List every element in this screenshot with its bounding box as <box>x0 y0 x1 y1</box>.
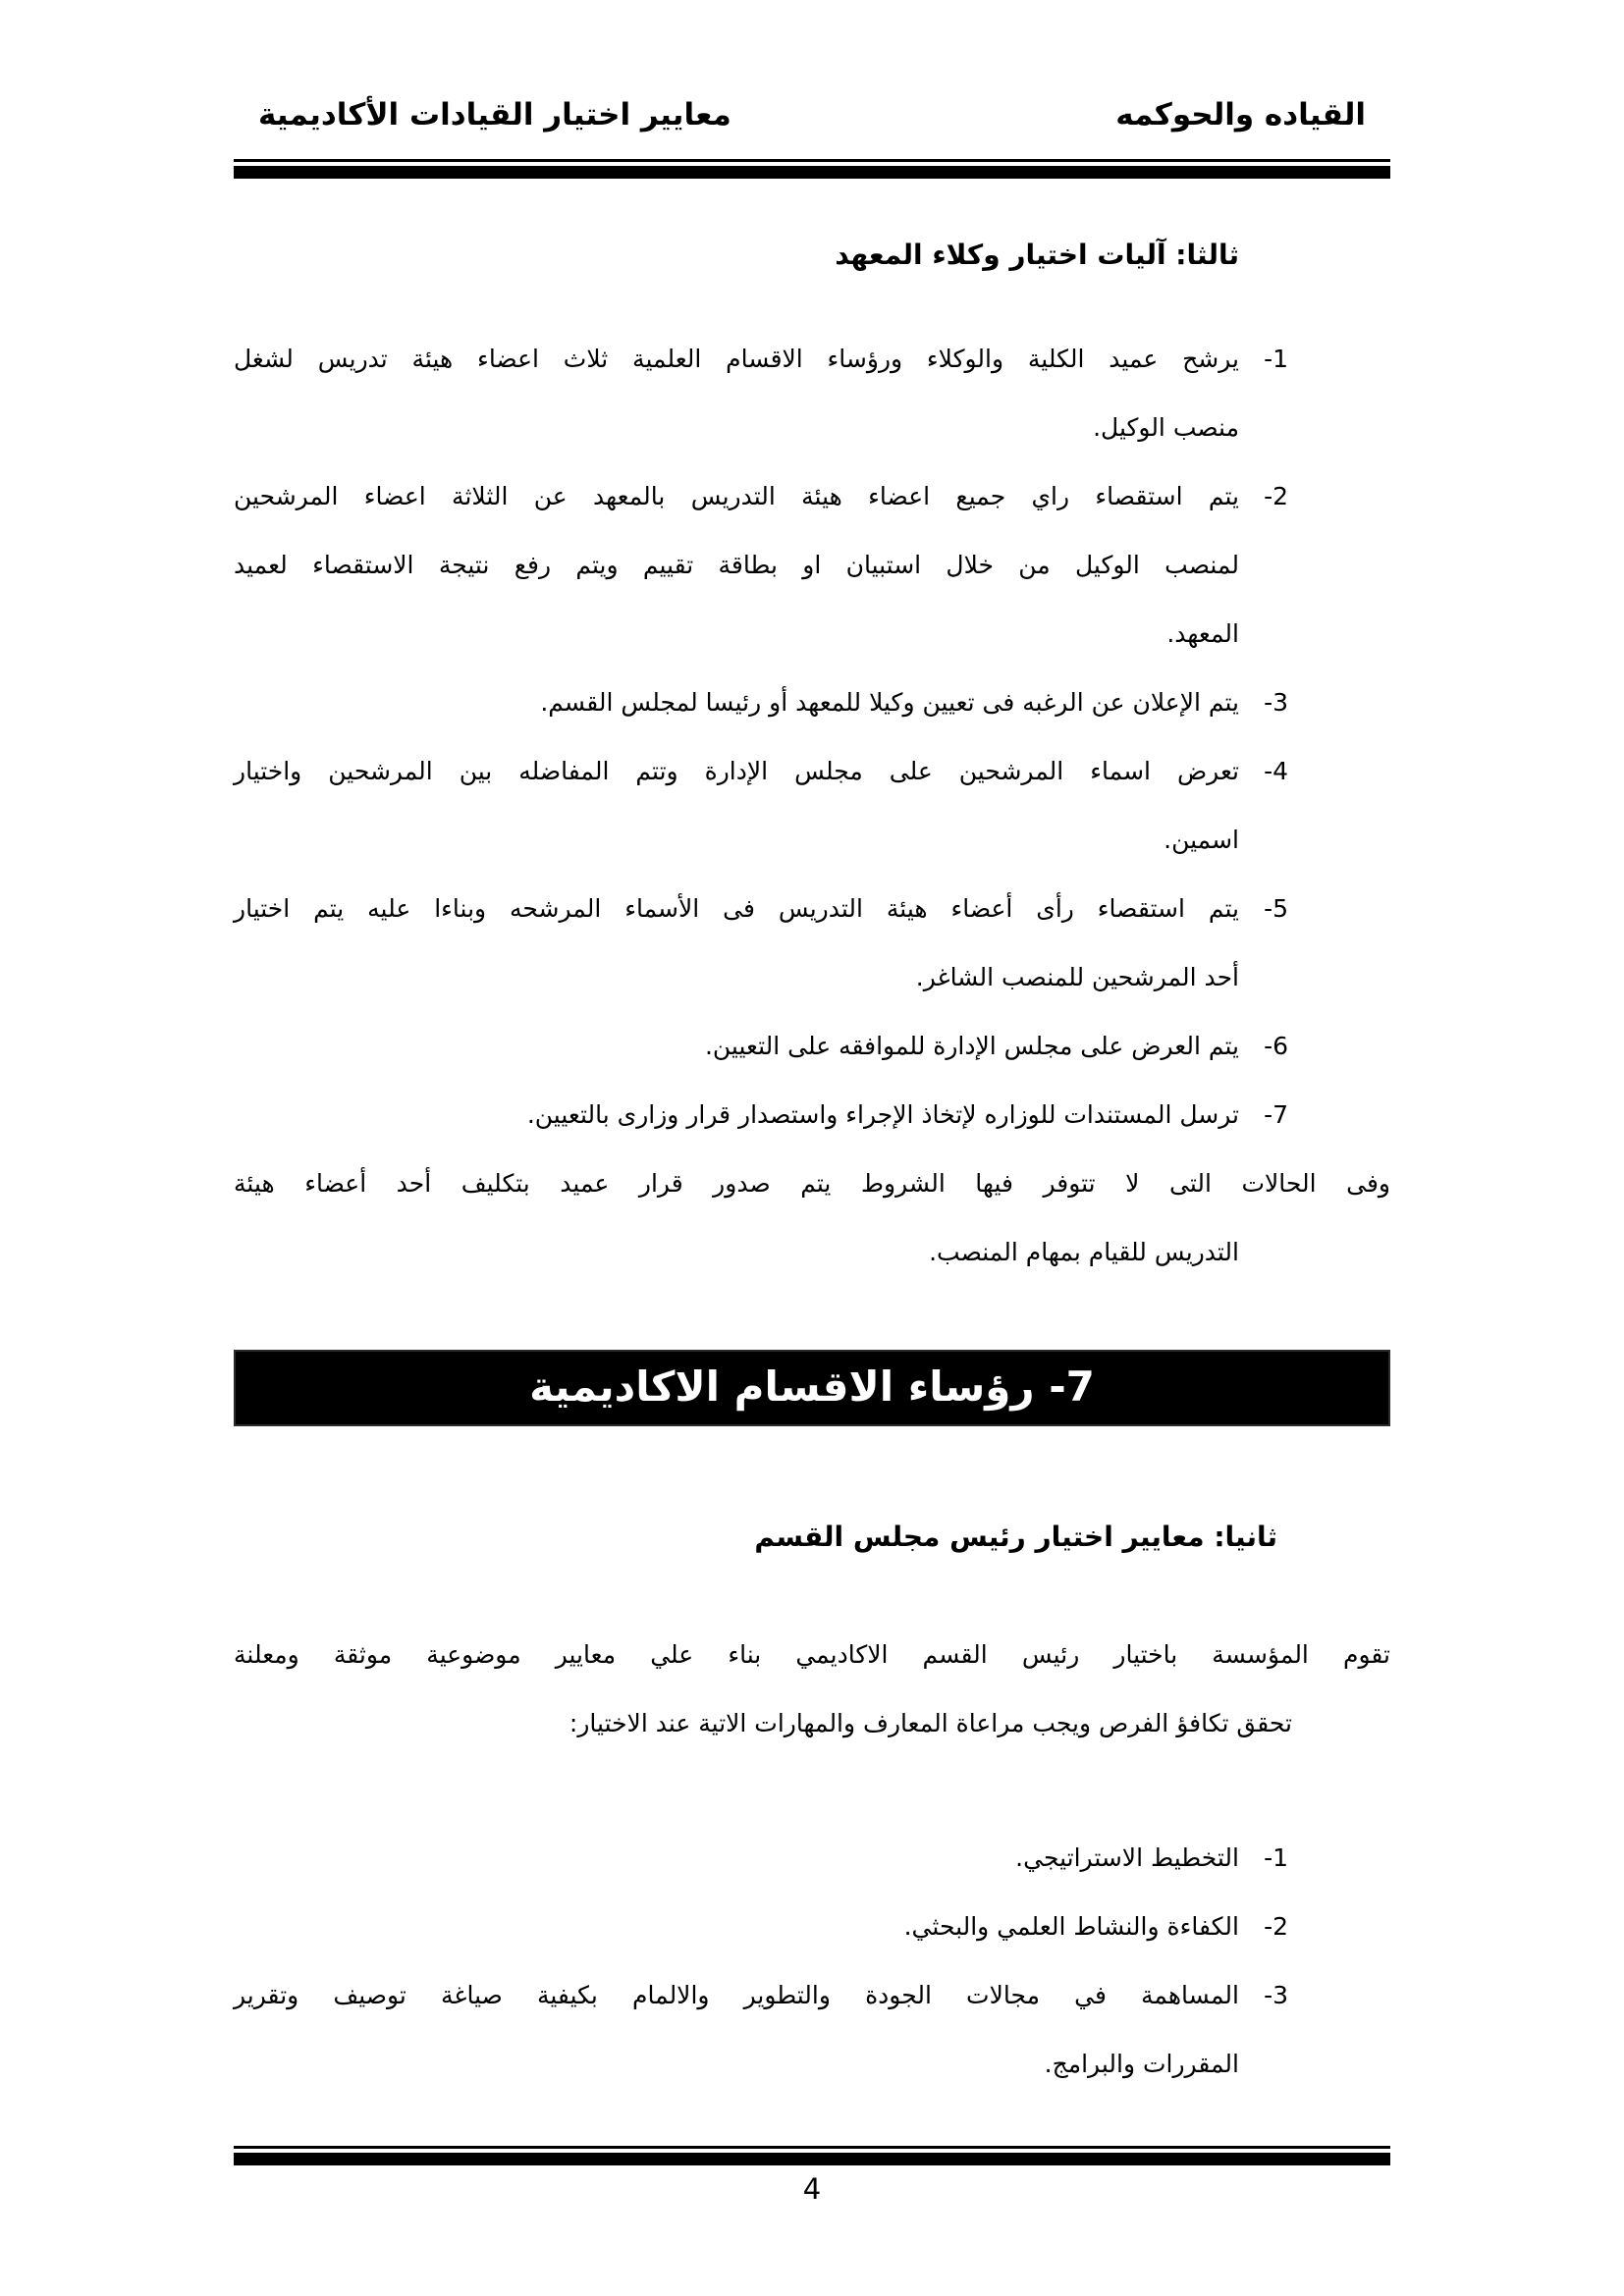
heads-criteria-list <box>234 1824 1390 2099</box>
list-item <box>234 1893 1390 1961</box>
item-number: 3- <box>1264 688 1288 717</box>
page-footer <box>234 2146 1390 2211</box>
list-item <box>234 1824 1390 1893</box>
list-item <box>234 737 1390 875</box>
item-line: لمنصب الوكيل من خلال استبيان او بطاقة تقييم ويتم رفع نتيجة الاستقصاء لعميد <box>234 551 1239 579</box>
page-number: 4 <box>802 2172 822 2206</box>
item-number: 6- <box>1264 1032 1288 1060</box>
wakala-list <box>234 325 1390 1149</box>
item-number: 1- <box>1264 345 1288 373</box>
header-title-left: معايير اختيار القيادات الأكاديمية <box>258 97 731 133</box>
chapter-banner: 7- رؤساء الاقسام الاكاديمية <box>234 1350 1390 1426</box>
list-item <box>234 668 1390 737</box>
item-line: ترسل المستندات للوزاره لإتخاذ الإجراء واستصدار قرار وزارى بالتعيين. <box>526 1100 1239 1129</box>
paragraph-line: تحقق تكافؤ الفرص ويجب مراعاة المعارف والمهارات الاتية عند الاختيار: <box>568 1709 1292 1737</box>
item-line: الكفاءة والنشاط العلمي والبحثي. <box>903 1912 1239 1941</box>
item-line: أحد المرشحين للمنصب الشاغر. <box>915 963 1239 991</box>
item-line: يتم العرض على مجلس الإدارة للموافقه على التعيين. <box>704 1032 1239 1060</box>
list-item <box>234 1012 1390 1081</box>
item-line: تعرض اسماء المرشحين على مجلس الإدارة وتتم المفاضله بين المرشحين واختيار <box>234 757 1239 785</box>
item-line: المساهمة في مجالات الجودة والتطوير والالمام بكيفية صياغة توصيف وتقرير <box>234 1981 1239 2009</box>
list-item <box>234 462 1390 668</box>
item-number: 5- <box>1264 894 1288 923</box>
header-title-right: القياده والحوكمه <box>1115 97 1366 133</box>
header-rule <box>234 159 1390 179</box>
section-heading-wakala: ثالثا: آليات اختيار وكلاء المعهد <box>835 239 1239 271</box>
list-item <box>234 875 1390 1012</box>
item-number: 2- <box>1264 482 1288 510</box>
item-number: 2- <box>1264 1912 1288 1941</box>
item-line: التخطيط الاستراتيجي. <box>1015 1843 1239 1872</box>
item-line: يتم الإعلان عن الرغبه فى تعيين وكيلا للمعهد أو رئيسا لمجلس القسم. <box>540 688 1239 717</box>
item-line: المعهد. <box>1166 619 1239 648</box>
page-header <box>234 0 1390 137</box>
paragraph-line: وفى الحالات التى لا تتوفر فيها الشروط يتم صدور قرار عميد بتكليف أحد أعضاء هيئة <box>234 1169 1390 1198</box>
list-item <box>234 1961 1390 2099</box>
header-rule-thick <box>234 166 1390 179</box>
list-item <box>234 325 1390 462</box>
item-line: اسمين. <box>1164 826 1239 854</box>
paragraph-line: التدريس للقيام بمهام المنصب. <box>929 1238 1239 1266</box>
item-line: يرشح عميد الكلية والوكلاء ورؤساء الاقسام العلمية ثلاث اعضاء هيئة تدريس لشغل <box>234 345 1239 373</box>
item-number: 7- <box>1264 1100 1288 1129</box>
item-line: منصب الوكيل. <box>1093 413 1239 442</box>
footer-rule <box>234 2146 1390 2165</box>
item-number: 1- <box>1264 1843 1288 1872</box>
list-item <box>234 1081 1390 1149</box>
paragraph-line: تقوم المؤسسة باختيار رئيس القسم الاكاديمي بناء علي معايير موضوعية موثقة ومعلنة <box>234 1640 1390 1669</box>
item-number: 4- <box>1264 757 1288 785</box>
heads-intro-paragraph <box>234 1621 1390 1758</box>
item-number: 3- <box>1264 1981 1288 2009</box>
item-line: يتم استقصاء رأى أعضاء هيئة التدريس فى الأسماء المرشحه وبناءا عليه يتم اختيار <box>234 894 1239 923</box>
item-line: يتم استقصاء راي جميع اعضاء هيئة التدريس بالمعهد عن الثلاثة اعضاء المرشحين <box>234 482 1239 510</box>
item-line: المقررات والبرامج. <box>1044 2050 1239 2078</box>
wakala-closing-paragraph <box>234 1149 1390 1287</box>
footer-rule-thick <box>234 2153 1390 2165</box>
section-heading-heads: ثانيا: معايير اختيار رئيس مجلس القسم <box>754 1521 1277 1553</box>
